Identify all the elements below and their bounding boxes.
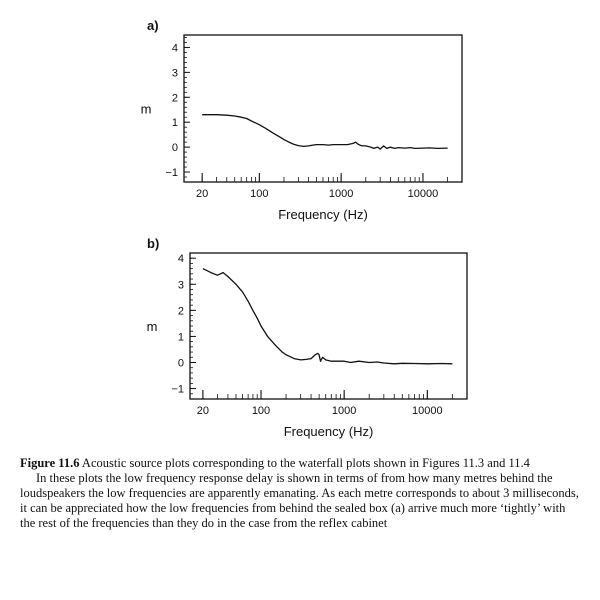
y-tick-label: −1 (165, 167, 178, 180)
caption-text: Acoustic source plots corresponding to the waterfall plots shown in Figures 11.3 and 11.4 (79, 456, 530, 470)
y-axis-title: m (146, 319, 158, 334)
y-tick-label: 0 (171, 142, 178, 155)
x-tick-label: 10000 (412, 405, 443, 417)
x-tick-label: 10000 (407, 188, 439, 200)
y-tick-label: 2 (171, 92, 178, 105)
y-tick-label: 4 (177, 253, 184, 266)
series-line (203, 269, 453, 364)
y-tick-label: −1 (171, 383, 184, 396)
x-axis-title: Frequency (Hz) (283, 424, 374, 439)
caption-body: In these plots the low frequency response delay is shown in terms of from how many metres behind the loudspeakers the low frequencies are apparently emanating. As each metre corresponds to about 3 milliseconds, it can be appreciated how the low frequencies from behind the sealed box (a) arrive much more ‘tightly’ with the rest of the frequencies than they do in the case from the reflex cabinet (20, 471, 579, 530)
plot-frame (184, 35, 462, 182)
series-line (202, 115, 447, 149)
y-tick-label: 2 (177, 305, 184, 318)
caption-heading (20, 456, 580, 471)
x-tick-label: 1000 (331, 405, 357, 417)
y-tick-label: 4 (171, 42, 178, 55)
figure-caption (20, 456, 580, 531)
x-axis-title: Frequency (Hz) (278, 207, 368, 222)
y-tick-label: 3 (177, 279, 184, 292)
panel-label: a) (147, 18, 159, 33)
panel-label: b) (147, 236, 160, 251)
y-tick-label: 0 (177, 357, 184, 370)
y-tick-label: 1 (177, 331, 184, 344)
plot-frame (190, 253, 467, 399)
x-tick-label: 100 (250, 188, 269, 200)
y-axis-title: m (140, 101, 152, 117)
chart-a (141, 18, 462, 222)
caption-label: Figure 11.6 (20, 456, 80, 470)
x-tick-label: 20 (196, 188, 209, 200)
y-tick-label: 3 (171, 67, 178, 80)
y-tick-label: 1 (171, 117, 178, 130)
chart-b (147, 236, 467, 439)
x-tick-label: 100 (251, 405, 271, 417)
x-tick-label: 20 (196, 405, 210, 417)
x-tick-label: 1000 (328, 188, 354, 200)
